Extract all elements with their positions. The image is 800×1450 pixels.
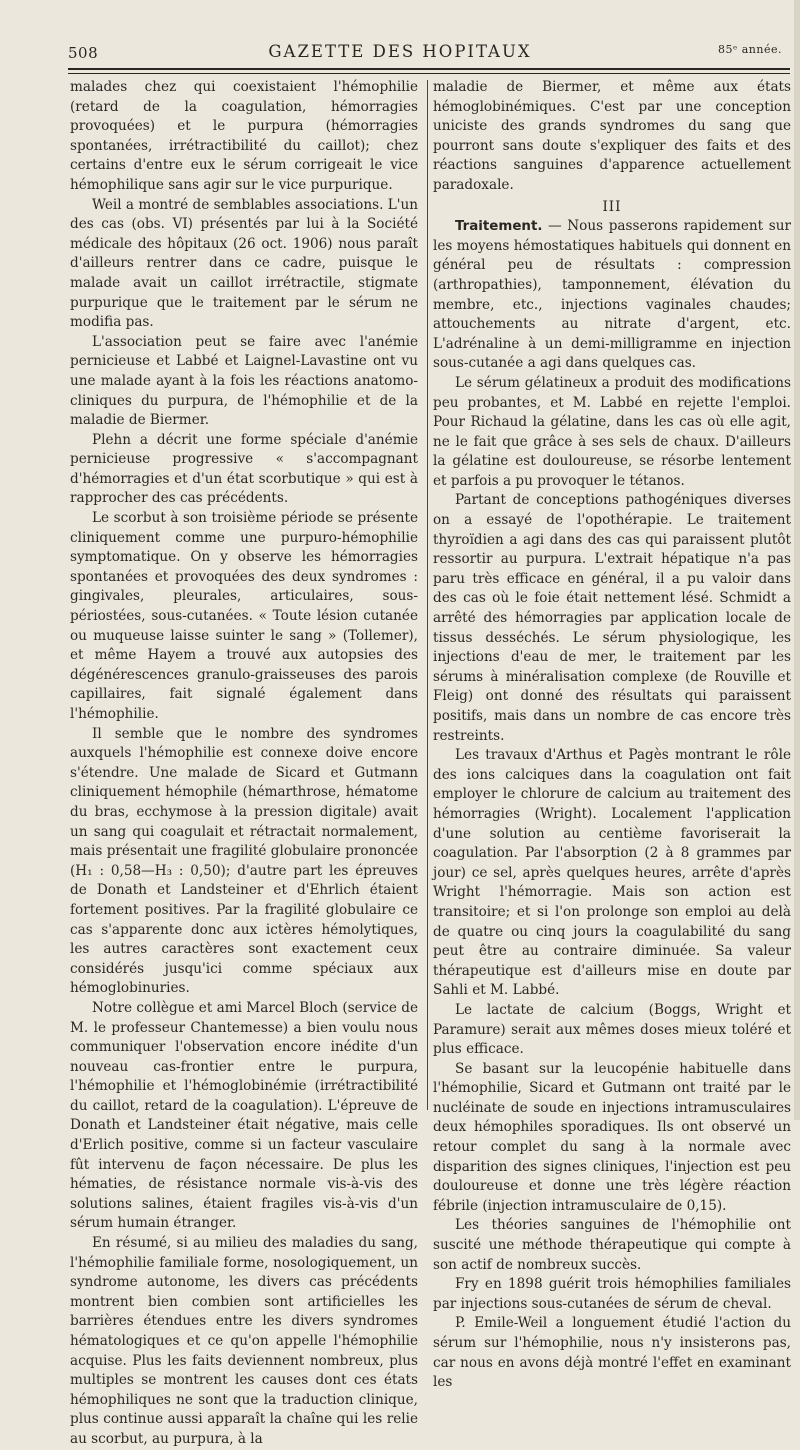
paragraph: En résumé, si au milieu des maladies du sang, l'hémophilie familiale forme, nosologiquement, un syndrome autonome, les divers cas précédents montrent bien combien sont artificielles les barrières étendues entre les divers syndromes hématologiques et ce qu'on appelle l'hémophilie acquise. Plus les faits deviennent nombreux, plus multiples se montrent les causes dont ces états hémophiliques ne sont que la traduction clinique, plus continue aussi apparaît la chaîne qui les relie au scorbut, au purpura, à la	[70, 1235, 418, 1447]
section-intro-paragraph	[433, 217, 791, 374]
paragraph: Il semble que le nombre des syndromes auxquels l'hémophilie est connexe doive encore s'étendre. Une malade de Sicard et Gutmann cliniquement hémophile (hémarthrose, hématome du bras, ecchymose à la pression digitale) avait un sang qui coagulait et rétractait normalement, mais présentait une fragilité globulaire prononcée (H₁ : 0,58—H₃ : 0,50); d'autre part les épreuves de Donath et Landsteiner et d'Ehrlich étaient fortement positives. Par la fragilité globulaire ce cas s'apparente donc aux ictères hémolytiques, les autres caractères sont exactement ceux considérés jusqu'ici comme spéciaux aux hémoglobinuries.	[70, 725, 418, 997]
section-number: III	[602, 198, 622, 215]
header-rule-thick	[68, 68, 790, 70]
paragraph: maladie de Biermer, et même aux états hémoglobinémiques. C'est par une conception uniciste des grands syndromes du sang que pourront sans doute s'expliquer des faits et des réactions sanguines d'apparence actuellement paradoxale.	[433, 79, 791, 193]
paragraph: Notre collègue et ami Marcel Bloch (service de M. le professeur Chantemesse) a bien voulu nous communiquer l'observation encore inédite d'un nouveau cas-frontier entre le purpura, l'hémophilie et l'hémoglobinémie (irrétractibilité du caillot, retard de la coagulation). L'épreuve de Donath et Landsteiner était négative, mais celle d'Erlich positive, comme si un facteur vasculaire fût intervenu de façon nécessaire. De plus les hématies, de résistance normale vis-à-vis des solutions salines, étaient fragiles vis-à-vis d'un sérum humain étranger.	[70, 999, 418, 1232]
paragraph: Plehn a décrit une forme spéciale d'anémie pernicieuse progressive « s'accompagnant d'hémorragies et d'un état scorbutique » qui est à rapprocher des cas précédents.	[70, 431, 418, 507]
paragraph: Se basant sur la leucopénie habituelle dans l'hémophilie, Sicard et Gutmann ont traité par le nucléinate de soude en injections intramusculaires deux hémophiles sporadiques. Ils ont observé un retour complet du sang à la normale avec disparition des signes cliniques, l'injection est peu douloureuse et donne une très légère réaction fébrile (injection intramusculaire de 0,15).	[433, 1060, 791, 1214]
paragraph: P. Emile-Weil a longuement étudié l'action du sérum sur l'hémophilie, nous n'y insisterons pas, car nous en avons déjà montré l'effet en examinant les	[433, 1315, 791, 1391]
header-rule-thin	[68, 73, 790, 74]
paragraph: Partant de conceptions pathogéniques diverses on a essayé de l'opothérapie. Le traitement thyroïdien a agi dans des cas qui paraissent plutôt ressortir au purpura. L'extrait hépatique n'a pas paru très efficace en général, il a pu valoir dans des cas où le foie était nettement lésé. Schmidt a arrêté des hémorragies par application locale de tissus desséchés. Le sérum physiologique, les injections d'eau de mer, le traitement par les sérums à minéralisation complexe (de Rouville et Fleig) ont donné des résultats qui paraissent positifs, mais dans un nombre de cas encore très restreints.	[433, 492, 791, 744]
left-column	[70, 78, 418, 1450]
paragraph: Le scorbut à son troisième période se présente cliniquement comme une purpuro-hémophilie symptomatique. On y observe les hémorragies spontanées et provoquées des deux syndromes : gingivales, pleurales, articulaires, sous-périostées, sous-cutanées. « Toute lésion cutanée ou muqueuse laisse suinter le sang » (Tollemer), et même Hayem a trouvé aux autopsies des dégénérescences granulo-graisseuses des parois capillaires, fait signalé également dans l'hémophilie.	[70, 510, 418, 722]
page-number: 508	[68, 44, 99, 62]
paragraph: Le lactate de calcium (Boggs, Wright et Paramure) serait aux mêmes doses mieux toléré et plus efficace.	[433, 1001, 791, 1058]
section-lead-text: — Nous passerons rapidement sur les moyens hémostatiques habituels qui donnent en général peu de résultats : compression (arthropathies), tamponnement, élévation du membre, etc., injections vaginales chaudes; attouchements au nitrate d'argent, etc. L'adrénaline à un demi-milligramme en injection sous-cutanée a agi dans quelques cas.	[433, 218, 791, 372]
page-edge	[794, 0, 800, 1120]
paragraph: Fry en 1898 guérit trois hémophilies familiales par injections sous-cutanées de sérum de cheval.	[433, 1276, 791, 1312]
column-divider	[427, 80, 428, 1110]
paragraph: malades chez qui coexistaient l'hémophilie (retard de la coagulation, hémorragies provoquées) et le purpura (hémorragies spontanées, irrétractibilité du caillot); chez certains d'entre eux le sérum corrigeait le vice hémophilique sans agir sur le vice purpurique.	[70, 79, 418, 193]
journal-title: GAZETTE DES HOPITAUX	[268, 42, 532, 61]
year-label: 85ᵉ année.	[718, 43, 782, 56]
section-heading: Traitement.	[455, 219, 543, 235]
paragraph: Le sérum gélatineux a produit des modifications peu probantes, et M. Labbé en rejette l'emploi. Pour Richaud la gélatine, dans les cas où elle agit, ne le fait que grâce à ses sels de chaux. D'ailleurs la gélatine est douloureuse, se résorbe lentement et parfois a pu provoquer le tétanos.	[433, 374, 791, 489]
right-column	[433, 78, 791, 1393]
page-header	[0, 36, 800, 64]
paragraph: Les travaux d'Arthus et Pagès montrant le rôle des ions calciques dans la coagulation ont fait employer le chlorure de calcium au traitement des hémorragies (Wright). Localement l'application d'une solution au centième favoriserait la coagulation. Par l'absorption (2 à 8 grammes par jour) ce sel, après quelques heures, arrête d'après Wright l'hémorragie. Mais son action est transitoire; et si l'on prolonge son emploi au delà de quatre ou cinq jours la coagulabilité du sang peut être au contraire diminuée. Sa valeur thérapeutique est d'ailleurs mise en doute par Sahli et M. Labbé.	[433, 747, 791, 999]
paragraph: Weil a montré de semblables associations. L'un des cas (obs. VI) présentés par lui à la Société médicale des hôpitaux (26 oct. 1906) nous paraît d'ailleurs rentrer dans ce cadre, puisque le malade avait un caillot irrétractile, stigmate purpurique que le traitement par le sérum ne modifia pas.	[70, 196, 418, 331]
paragraph: L'association peut se faire avec l'anémie pernicieuse et Labbé et Laignel-Lavastine ont vu une malade ayant à la fois les réactions anatomo-cliniques du purpura, de l'hémophilie et de la maladie de Biermer.	[70, 333, 418, 429]
paragraph: Les théories sanguines de l'hémophilie ont suscité une méthode thérapeutique qui compte à son actif de nombreux succès.	[433, 1217, 791, 1273]
